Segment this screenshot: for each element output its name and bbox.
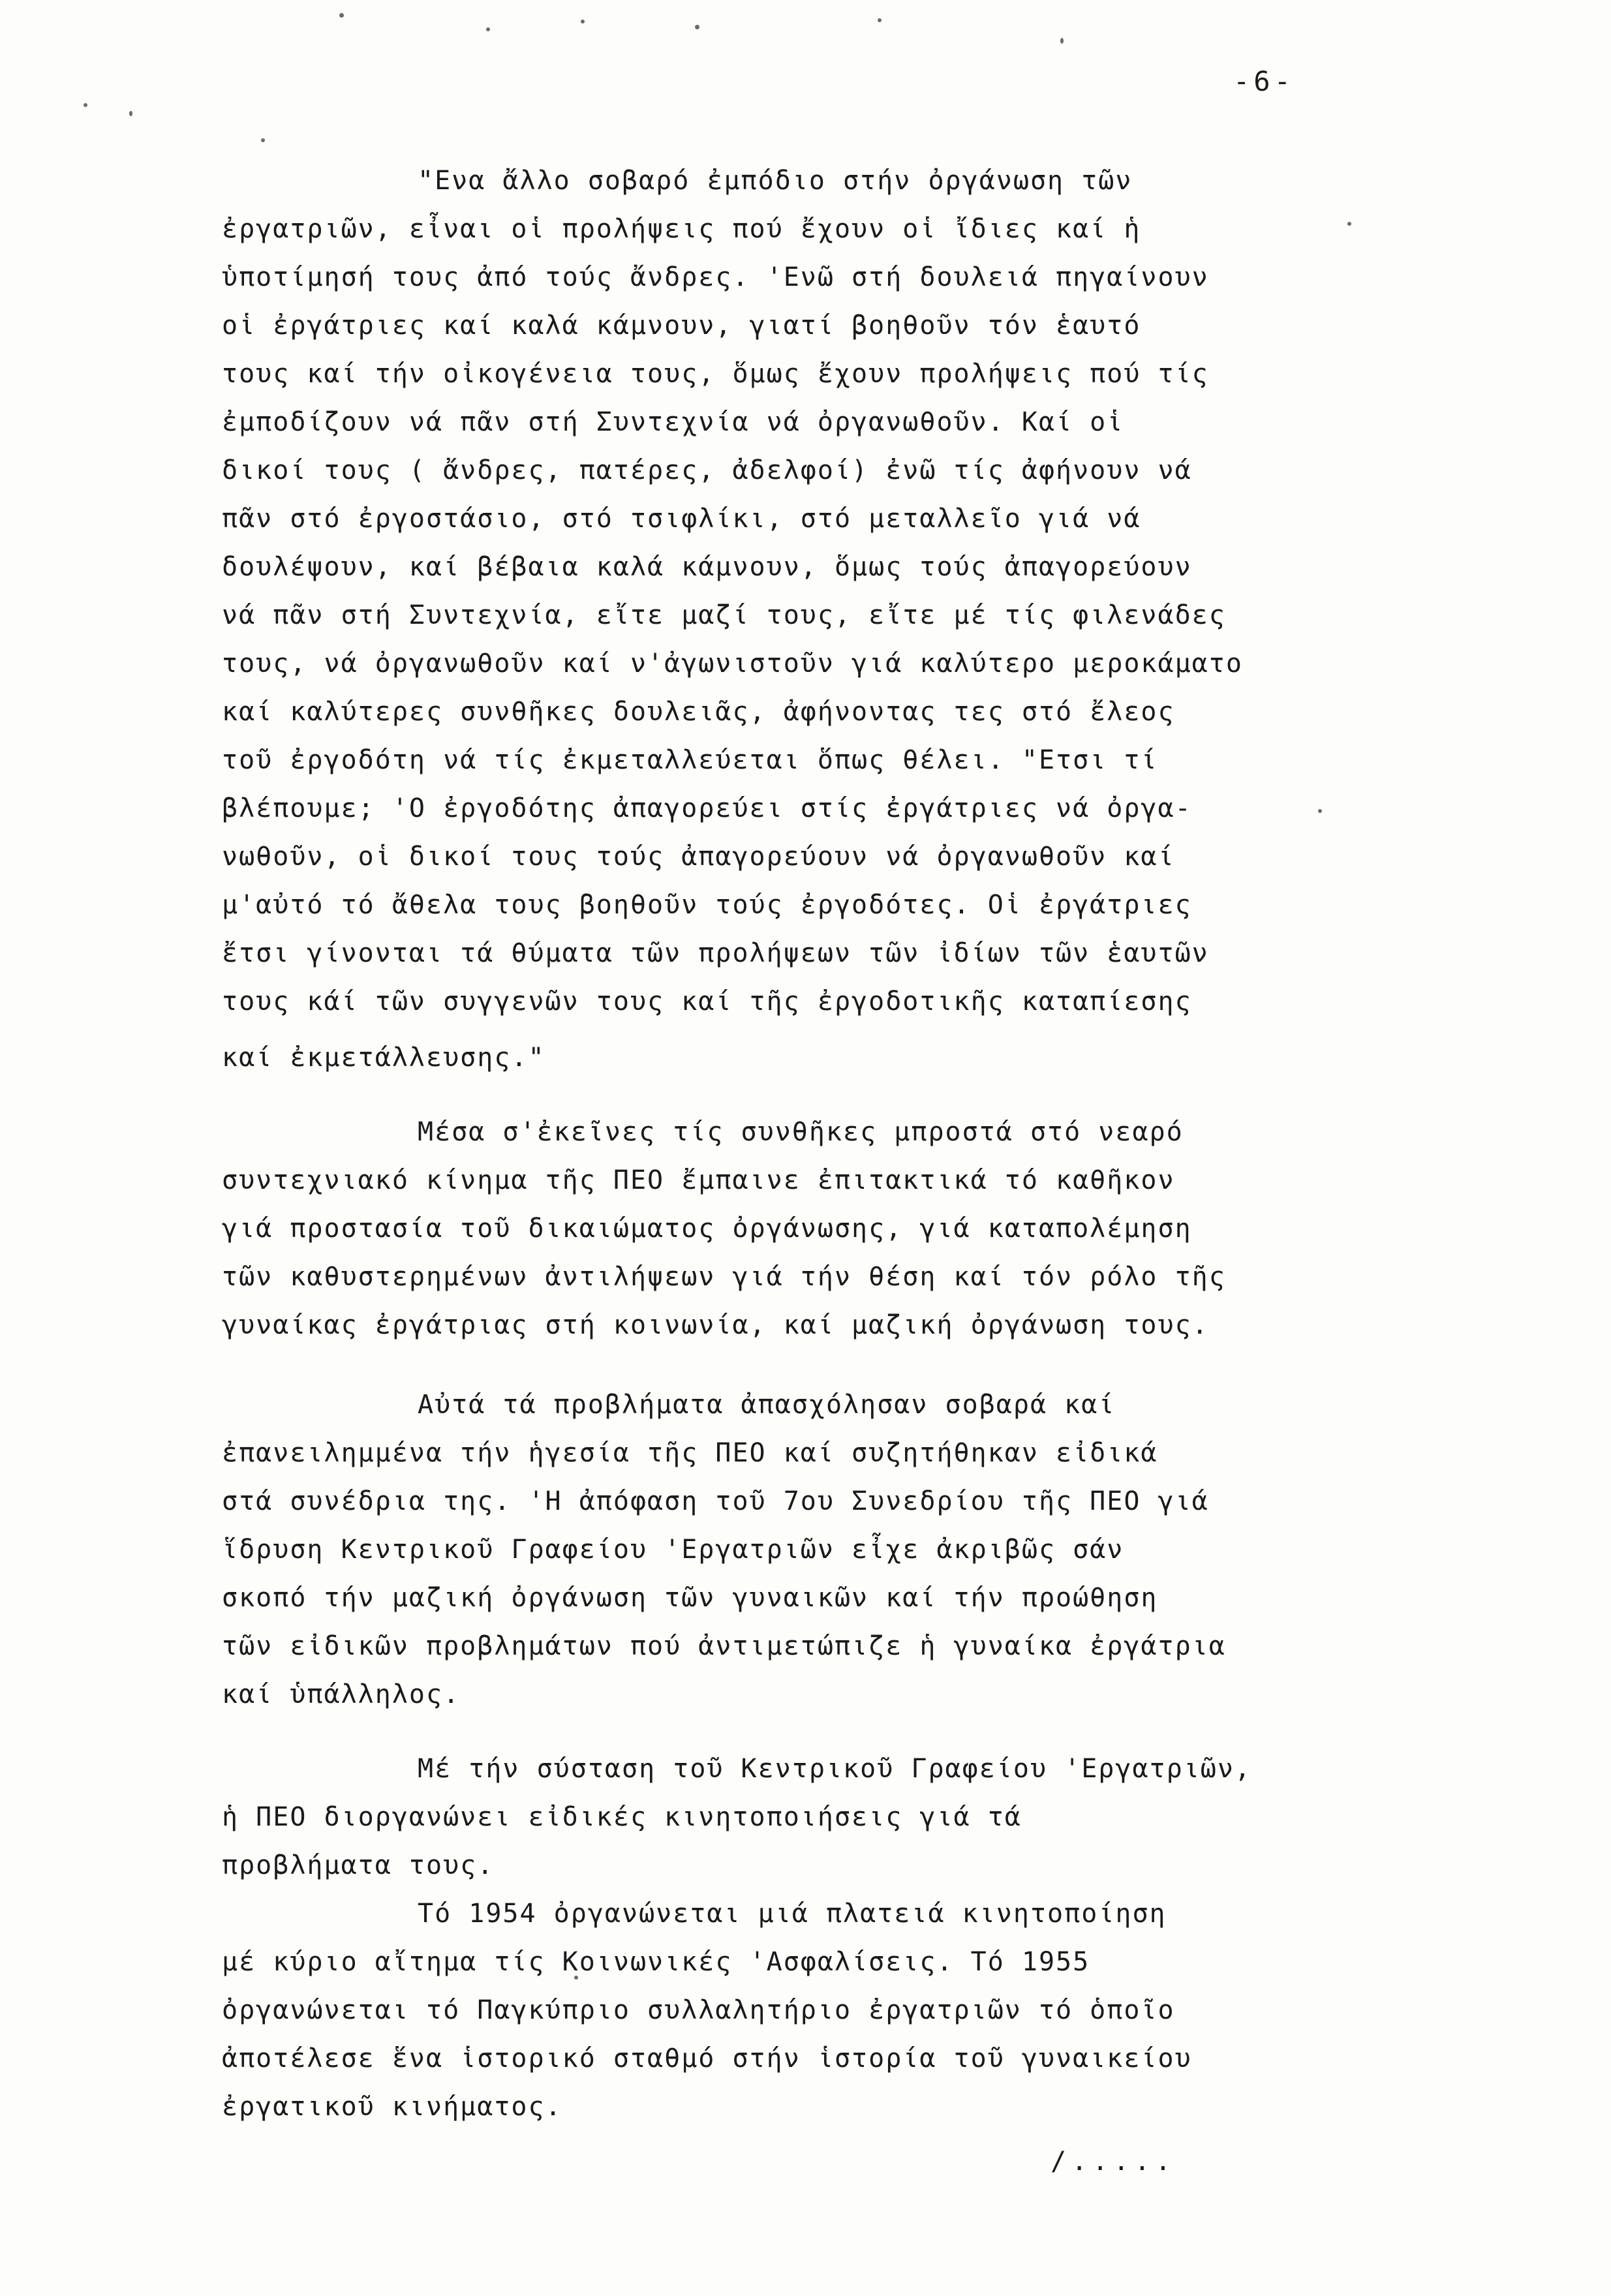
text-line: ἵδρυση Κεντρικοῦ Γραφείου 'Εργατριῶν εἶχε ἀκριβῶς σάν xyxy=(222,1535,1124,1565)
text-line: ἐργατριῶν, εἶναι οἱ προλήψεις πού ἔχουν οἱ ἴδιες καί ἡ xyxy=(222,214,1141,244)
text-line: τους καί τήν οἰκογένεια τους, ὅμως ἔχουν προλήψεις πού τίς xyxy=(222,359,1209,389)
scan-speck xyxy=(878,18,882,22)
text-line: ὀργανώνεται τό Παγκύπριο συλλαλητήριο ἐργατριῶν τό ὁποῖο xyxy=(222,1995,1175,2025)
text-line: προβλήματα τους. xyxy=(222,1850,495,1880)
text-line: ἔτσι γίνονται τά θύματα τῶν προλήψεων τῶν ἰδίων τῶν ἑαυτῶν xyxy=(222,938,1209,968)
scan-speck xyxy=(1060,38,1064,44)
scan-speck xyxy=(695,25,699,29)
paragraph-mobilization xyxy=(222,1890,1449,2131)
scan-speck xyxy=(581,20,585,23)
text-line: δικοί τους ( ἄνδρες, πατέρες, ἀδελφοί) ἐνῶ τίς ἀφήνουν νά xyxy=(222,455,1192,485)
scan-speck xyxy=(261,138,265,142)
text-line: συντεχνιακό κίνημα τῆς ΠΕΟ ἔμπαινε ἐπιτακτικά τό καθῆκον xyxy=(222,1165,1175,1195)
text-line: μέ κύριο αἴτημα τίς Κοινωνικές 'Ασφαλίσεις. Τό 1955 xyxy=(222,1947,1090,1977)
text-line: ἡ ΠΕΟ διοργανώνει εἰδικές κινητοποιήσεις γιά τά xyxy=(222,1802,1022,1832)
text-line: γυναίκας ἐργάτριας στή κοινωνία, καί μαζική ὀργάνωση τους. xyxy=(222,1310,1209,1340)
text-line: ἐργατικοῦ κινήματος. xyxy=(222,2092,562,2122)
text-line: τους, νά ὀργανωθοῦν καί ν'ἀγωνιστοῦν γιά καλύτερο μεροκάματο xyxy=(222,649,1243,679)
text-line: γιά προστασία τοῦ δικαιώματος ὀργάνωσης, γιά καταπολέμηση xyxy=(222,1214,1192,1244)
text-line: "Ενα ἄλλο σοβαρό ἐμπόδιο στήν ὀργάνωση τῶν xyxy=(418,166,1133,196)
text-line: σκοπό τήν μαζική ὀργάνωση τῶν γυναικῶν καί τήν προώθηση xyxy=(222,1583,1158,1613)
text-line: ἀποτέλεσε ἕνα ἱστορικό σταθμό στήν ἱστορία τοῦ γυναικείου xyxy=(222,2043,1192,2074)
paragraph-central-office xyxy=(222,1745,1449,1890)
text-line: δουλέψουν, καί βέβαια καλά κάμνουν, ὅμως τούς ἀπαγορεύουν xyxy=(222,552,1192,582)
text-line: Μέσα σ'ἐκεῖνες τίς συνθῆκες μπροστά στό νεαρό xyxy=(418,1117,1184,1147)
scan-speck xyxy=(339,13,344,18)
text-line: καί ἐκμετάλλευσης." xyxy=(222,1043,545,1073)
text-line: καί καλύτερες συνθῆκες δουλειᾶς, ἀφήνοντας τες στό ἔλεος xyxy=(222,697,1175,727)
text-line: Τό 1954 ὀργανώνεται μιά πλατειά κινητοποίηση xyxy=(418,1899,1167,1929)
text-line: μ'αὐτό τό ἄθελα τους βοηθοῦν τούς ἐργοδότες. Οἱ ἐργάτριες xyxy=(222,890,1192,920)
text-line: νά πᾶν στή Συντεχνία, εἴτε μαζί τους, εἴτε μέ τίς φιλενάδες xyxy=(222,600,1226,630)
continuation-mark: /..... xyxy=(1051,2147,1176,2177)
text-line: Μέ τήν σύσταση τοῦ Κεντρικοῦ Γραφείου 'Εργατριῶν, xyxy=(418,1754,1252,1784)
text-line: τῶν καθυστερημένων ἀντιλήψεων γιά τήν θέση καί τόν ρόλο τῆς xyxy=(222,1262,1226,1292)
scan-speck xyxy=(84,103,87,107)
text-line: πᾶν στό ἐργοστάσιο, στό τσιφλίκι, στό μεταλλεῖο γιά νά xyxy=(222,504,1141,534)
body-text xyxy=(222,157,1449,2131)
text-line: τους κάί τῶν συγγενῶν τους καί τῆς ἐργοδοτικῆς καταπίεσης xyxy=(222,987,1192,1017)
page-number: -6- xyxy=(1233,65,1295,97)
paragraph-quote xyxy=(222,157,1449,1082)
text-line: Αὐτά τά προβλήματα ἀπασχόλησαν σοβαρά καί xyxy=(418,1390,1116,1420)
text-line: τῶν εἰδικῶν προβλημάτων πού ἀντιμετώπιζε ἡ γυναίκα ἐργάτρια xyxy=(222,1631,1226,1661)
text-line: ἐμποδίζουν νά πᾶν στή Συντεχνία νά ὀργανωθοῦν. Καί οἱ xyxy=(222,407,1124,437)
text-line: ἐπανειλημμένα τήν ἡγεσία τῆς ΠΕΟ καί συζητήθηκαν εἰδικά xyxy=(222,1438,1158,1468)
text-line: νωθοῦν, οἱ δικοί τους τούς ἀπαγορεύουν νά ὀργανωθοῦν καί xyxy=(222,842,1175,872)
text-line: οἱ ἐργάτριες καί καλά κάμνουν, γιατί βοηθοῦν τόν ἑαυτό xyxy=(222,311,1141,341)
scan-speck xyxy=(486,27,490,31)
text-line: καί ὑπάλληλος. xyxy=(222,1679,461,1709)
text-line: ὑποτίμησή τους ἀπό τούς ἄνδρες. 'Ενῶ στή δουλειά πηγαίνουν xyxy=(222,262,1209,292)
scan-speck xyxy=(129,111,132,116)
paragraph-congress xyxy=(222,1381,1449,1719)
text-line: τοῦ ἐργοδότη νά τίς ἐκμεταλλεύεται ὅπως θέλει. "Ετσι τί xyxy=(222,745,1158,775)
paragraph-conditions xyxy=(222,1108,1449,1349)
text-line: βλέπουμε; 'Ο ἐργοδότης ἀπαγορεύει στίς ἐργάτριες νά ὀργα- xyxy=(222,793,1192,823)
text-line: στά συνέδρια της. 'Η ἀπόφαση τοῦ 7ου Συνεδρίου τῆς ΠΕΟ γιά xyxy=(222,1486,1209,1516)
